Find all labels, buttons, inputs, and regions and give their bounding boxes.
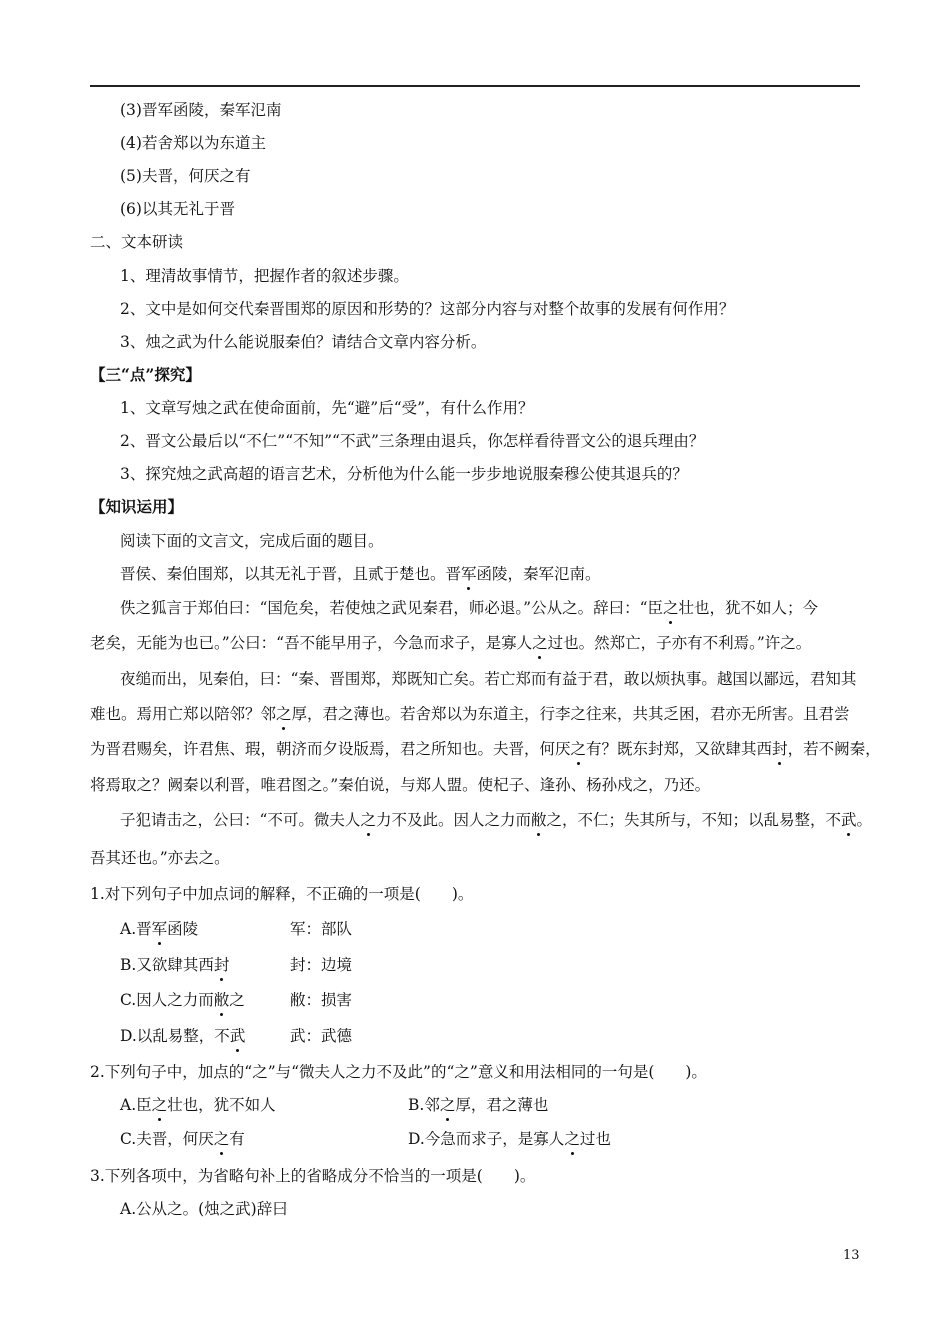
- option-gloss: [290, 989, 352, 1011]
- text-run: 力不及此。因人之力而: [375, 811, 531, 829]
- text-run: 有: [229, 1130, 245, 1148]
- option-text: [408, 1094, 548, 1116]
- text-run: 晋侯、秦伯围郑，以其无礼于晋，且贰于楚也。晋: [120, 565, 462, 583]
- dotted-char: 军: [151, 920, 168, 938]
- text-run: 为晋君赐矣，许君焦、瑕，朝济而夕设版焉，君之所知也。夫晋，何厌: [90, 740, 571, 758]
- text-run: 2、文中是如何交代秦晋围郑的原因和形势的？这部分内容与对整个故事的发展有何作用？: [120, 300, 735, 318]
- dotted-char: 之: [360, 811, 376, 829]
- passage-line: [90, 774, 710, 796]
- text-run: 【三“点”探究】: [90, 365, 201, 384]
- text-run: (3)晋军函陵，秦军氾南: [120, 101, 282, 119]
- text-run: 1.对下列句子中加点词的解释，不正确的一项是( )。: [90, 885, 474, 903]
- text-run: A.晋: [120, 920, 152, 938]
- passage-line: [90, 847, 230, 869]
- text-run: 将焉取之？阙秦以利晋，唯君图之。”秦伯说，与郑人盟。使杞子、逢孙、杨孙戍之，乃还。: [90, 776, 711, 794]
- dotted-char: 之: [663, 599, 679, 617]
- question-line: [90, 1061, 707, 1083]
- text-run: 子犯请击之，公曰：“不可。微夫人: [120, 811, 361, 829]
- option-gloss: [290, 1025, 352, 1047]
- text-run: 1、理清故事情节，把握作者的叙述步骤。: [120, 267, 409, 285]
- text-line: [120, 165, 250, 187]
- dotted-char: 之: [439, 1096, 456, 1114]
- passage-line: [90, 703, 850, 725]
- dotted-char: 军: [461, 565, 477, 583]
- text-run: 武：武德: [290, 1027, 353, 1045]
- text-run: 有？既东封郑，又欲肆其西: [586, 740, 773, 758]
- option-text: [120, 954, 229, 976]
- text-run: 厚，君之薄也。若舍郑以为东道主，行李之往来，共其乏困，君亦无所害。且君尝: [291, 705, 850, 723]
- text-run: (5)夫晋，何厌之有: [120, 167, 251, 185]
- text-run: 佚之狐言于郑伯曰：“国危矣，若使烛之武见秦君，师必退。”公从之。辞曰：“臣: [120, 599, 664, 617]
- text-run: D.今急而求子，是寡人: [408, 1130, 565, 1148]
- text-run: 吾其还也。”亦去之。: [90, 849, 230, 867]
- text-run: C.因人之力而: [120, 991, 214, 1009]
- text-line: [120, 99, 281, 121]
- question-line: [90, 1165, 535, 1187]
- text-run: 夜缒而出，见秦伯，曰：“秦、晋围郑，郑既知亡矣。若亡郑而有益于君，敢以烦执事。越国以鄙远，君知其: [120, 670, 857, 688]
- text-run: 二、文本研读: [90, 233, 184, 251]
- text-run: 阅读下面的文言文，完成后面的题目。: [120, 532, 384, 550]
- text-line: [120, 530, 384, 552]
- text-run: 壮也，犹不如人: [167, 1096, 276, 1114]
- text-run: 之: [229, 991, 245, 1009]
- text-run: 过也: [579, 1130, 611, 1148]
- question-line: [90, 883, 473, 905]
- text-run: 过也。然郑亡，子亦有不利焉。”许之。: [547, 634, 812, 652]
- dotted-char: 之: [570, 740, 587, 758]
- dotted-char: 之: [276, 705, 292, 723]
- text-run: 函陵，秦军氾南。: [476, 565, 601, 583]
- text-run: 2、晋文公最后以“不仁”“不知”“不武”三条理由退兵，你怎样看待晋文公的退兵理由？: [120, 432, 705, 450]
- text-line: [120, 430, 704, 452]
- dotted-char: 之: [151, 1096, 168, 1114]
- text-line: [120, 298, 734, 320]
- option-gloss: [290, 918, 352, 940]
- text-run: 老矣，无能为也已。”公曰：“吾不能早用子，今急而求子，是寡人: [90, 634, 533, 652]
- text-run: 敝：损害: [290, 991, 353, 1009]
- page-number: 13: [843, 1248, 860, 1263]
- section-heading: [90, 231, 183, 253]
- text-run: D.以乱易整，不: [120, 1027, 230, 1045]
- text-run: 壮也，犹不如人；今: [678, 599, 819, 617]
- dotted-char: 武: [229, 1027, 246, 1045]
- header-rule: [90, 85, 860, 87]
- text-run: 1、文章写烛之武在使命面前，先“避”后“受”，有什么作用？: [120, 399, 534, 417]
- text-run: 封：边境: [290, 956, 353, 974]
- option-gloss: [290, 954, 352, 976]
- text-run: ，若不阙秦，: [787, 740, 881, 758]
- text-run: 【知识运用】: [90, 497, 184, 516]
- passage-line: [90, 632, 811, 654]
- text-run: 3、烛之武为什么能说服秦伯？请结合文章内容分析。: [120, 333, 487, 351]
- text-run: 函陵: [167, 920, 199, 938]
- text-run: 军：部队: [290, 920, 353, 938]
- text-run: 3.下列各项中，为省略句补上的省略成分不恰当的一项是( )。: [90, 1167, 536, 1185]
- dotted-char: 封: [213, 956, 230, 974]
- text-run: A.公从之。(烛之武)辞曰: [120, 1200, 288, 1218]
- section-heading: [90, 496, 183, 518]
- text-run: A.臣: [120, 1096, 152, 1114]
- dotted-char: 封: [772, 740, 788, 758]
- text-run: B.又欲肆其西: [120, 956, 214, 974]
- text-run: 厚，君之薄也: [455, 1096, 549, 1114]
- dotted-char: 之: [532, 634, 548, 652]
- text-run: C.夫晋，何厌: [120, 1130, 214, 1148]
- text-run: (4)若舍郑以为东道主: [120, 134, 266, 152]
- text-run: 3、探究烛之武高超的语言艺术，分析他为什么能一步步地说服秦穆公使其退兵的？: [120, 465, 688, 483]
- text-line: [120, 331, 486, 353]
- text-run: 。: [856, 811, 873, 829]
- option-text: [120, 1198, 288, 1220]
- text-run: (6)以其无礼于晋: [120, 200, 235, 218]
- option-text: [408, 1128, 611, 1150]
- dotted-char: 之: [213, 1130, 230, 1148]
- text-line: [120, 265, 409, 287]
- option-text: [120, 1094, 276, 1116]
- dotted-char: 敝: [213, 991, 230, 1009]
- option-text: [120, 1128, 245, 1150]
- option-text: [120, 1025, 245, 1047]
- passage-line: [120, 597, 818, 619]
- passage-line: [120, 668, 856, 690]
- passage-line: [120, 563, 601, 585]
- text-run: 之，不仁；失其所与，不知；以乱易整，不: [546, 811, 841, 829]
- dotted-char: 之: [564, 1130, 580, 1148]
- section-heading: [90, 364, 201, 386]
- option-text: [120, 918, 198, 940]
- passage-line: [120, 809, 872, 831]
- text-line: [120, 132, 266, 154]
- text-line: [120, 463, 688, 485]
- text-line: [120, 397, 534, 419]
- text-run: B.邻: [408, 1096, 440, 1114]
- option-text: [120, 989, 245, 1011]
- passage-line: [90, 738, 881, 760]
- dotted-char: 武: [841, 811, 857, 829]
- text-run: 难也。焉用亡郑以陪邻？邻: [90, 705, 277, 723]
- text-run: 2.下列句子中，加点的“之”与“微夫人之力不及此”的“之”意义和用法相同的一句是( )。: [90, 1063, 707, 1081]
- dotted-char: 敝: [530, 811, 547, 829]
- text-line: [120, 198, 235, 220]
